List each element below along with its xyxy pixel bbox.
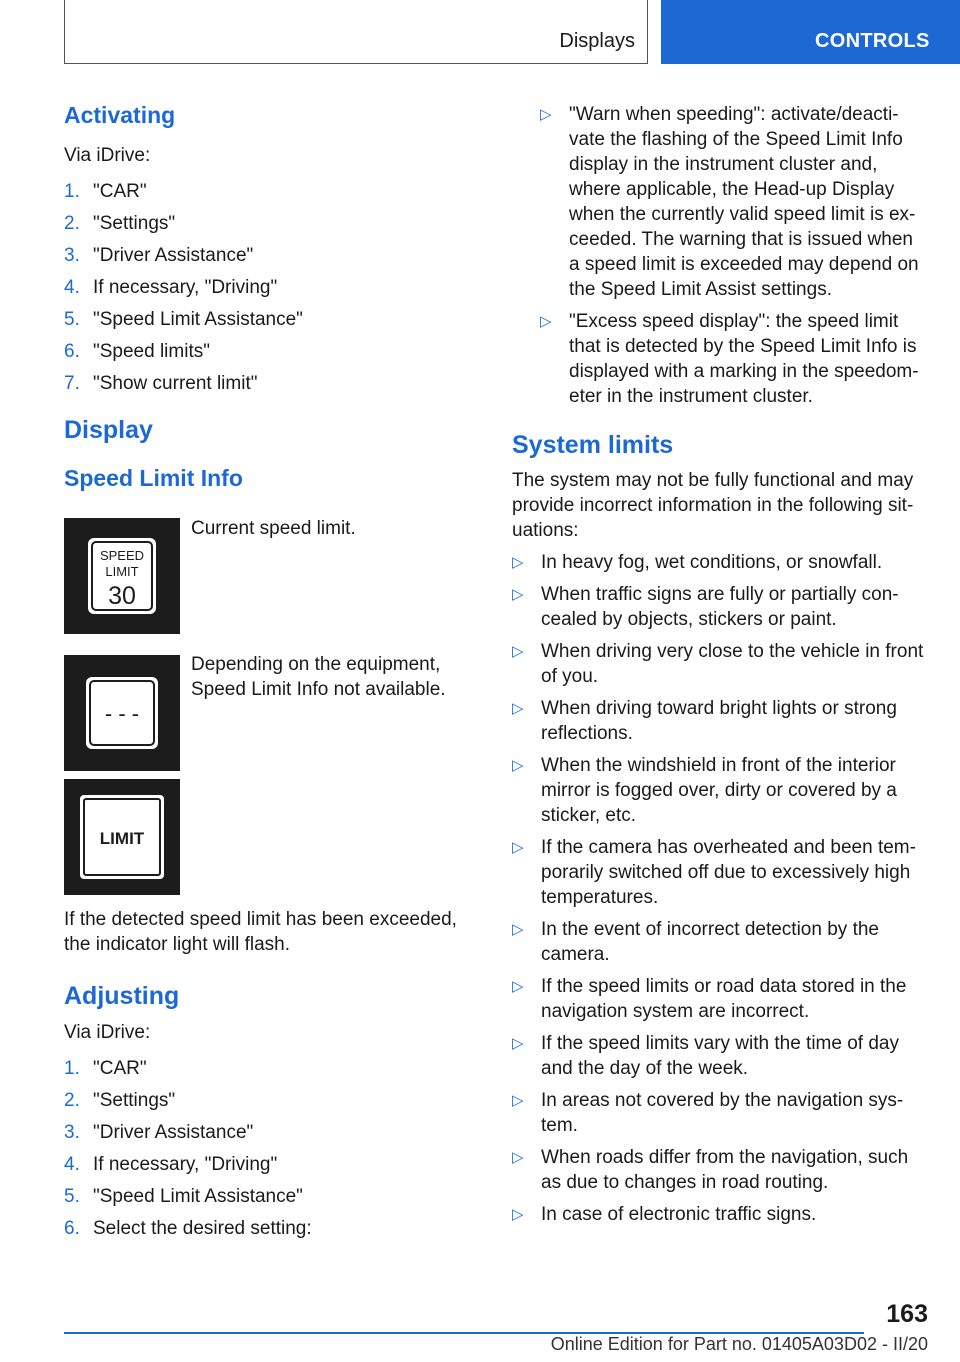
list-item: ▷ If the speed limits or road data stored in the navigation system are incorrect. [512,976,907,1022]
icon2-caption: Depending on the equipment, Speed Limit Info not available. [191,654,446,700]
adjusting-section [64,982,464,1248]
list-item: 4. If necessary, "Driving" [64,277,278,298]
svg-text:30: 30 [108,582,136,610]
list-item: 7. "Show current limit" [64,373,258,394]
list-item: 3. "Driver Assistance" [64,1122,254,1143]
triangle-bullet-icon: ▷ [512,1092,524,1109]
triangle-bullet-icon: ▷ [512,1035,524,1052]
header-frame [64,0,648,64]
list-item: ▷ When roads differ from the navigation, such as due to changes in road routing. [512,1147,909,1193]
activating-intro: Via iDrive: [64,145,151,166]
list-item: 1. "CAR" [64,181,147,202]
triangle-bullet-icon: ▷ [512,1149,524,1166]
list-item: ▷ When driving very close to the vehicle in front of you. [512,641,924,687]
list-item: 3. "Driver Assistance" [64,245,254,266]
svg-text:SPEED: SPEED [99,548,145,563]
list-item: 5. "Speed Limit Assistance" [64,1186,303,1207]
section-title: Displays [559,30,635,52]
list-item: ▷ In case of electronic traffic signs. [512,1204,817,1225]
speed-limit-info-heading: Speed Limit Info [64,465,243,491]
chapter-tab-label: CONTROLS [815,30,930,52]
system-limits-intro: The system may not be fully functional and may provide incorrect information in the following sit- uations: [512,470,914,541]
speed-limit-sign-icon [64,518,180,634]
speed-limit-unavailable-icon [64,655,180,771]
adjusting-heading: Adjusting [64,982,180,1010]
list-item: ▷ If the camera has overheated and been tem- porarily switched off due to excessively high temperatures. [512,837,916,908]
triangle-bullet-icon: ▷ [512,1206,524,1223]
list-item: 5. "Speed Limit Assistance" [64,309,303,330]
list-item: ▷ When the windshield in front of the interior mirror is fogged over, dirty or covered by a sticker, etc. [512,755,897,826]
list-item: ▷ "Excess speed display": the speed limit that is detected by the Speed Limit Info is displayed with a marking in the speedom- eter in the instrument cluster. [540,311,919,407]
right-column [512,102,928,1234]
triangle-bullet-icon: ▷ [540,313,552,330]
left-column [64,102,464,492]
triangle-bullet-icon: ▷ [512,978,524,995]
display-heading: Display [64,416,153,444]
triangle-bullet-icon: ▷ [512,757,524,774]
list-item: ▷ "Warn when speeding": activate/deacti- vate the flashing of the Speed Limit Info display in the instrument cluster and, where applicable, the Head-up Display when the currently valid speed limit is ex- ceeded. The warning that is issued when a speed limit is exceeded may depend on the Speed Limit Assist settings. [540,104,919,300]
adjusting-steps [64,1056,464,1248]
triangle-bullet-icon: ▷ [512,586,524,603]
list-item: ▷ If the speed limits vary with the time of day and the day of the week. [512,1033,899,1079]
chapter-tab [661,0,960,64]
page-number: 163 [886,1300,928,1328]
edition-text: Online Edition for Part no. 01405A03D02 - II/20 [550,1334,928,1354]
list-item: 4. If necessary, "Driving" [64,1154,278,1175]
list-item: 1. "CAR" [64,1058,147,1079]
list-item: 6. "Speed limits" [64,341,210,362]
adjusting-intro: Via iDrive: [64,1022,151,1043]
svg-text:LIMIT: LIMIT [99,829,145,848]
triangle-bullet-icon: ▷ [512,700,524,717]
icon1-caption: Current speed limit. [191,518,356,539]
list-item: ▷ When traffic signs are fully or partially con- cealed by objects, stickers or paint. [512,584,899,630]
speed-limit-indicator-icon [64,779,180,895]
triangle-bullet-icon: ▷ [512,839,524,856]
svg-text:- - -: - - - [104,701,140,726]
system-limits-heading: System limits [512,431,674,459]
activating-heading: Activating [64,102,176,128]
triangle-bullet-icon: ▷ [512,554,524,571]
adjusting-options [540,102,928,409]
list-item: 6. Select the desired setting: [64,1218,312,1239]
svg-text:LIMIT: LIMIT [105,564,139,579]
list-item: ▷ In the event of incorrect detection by the camera. [512,919,879,965]
triangle-bullet-icon: ▷ [512,643,524,660]
triangle-bullet-icon: ▷ [540,106,552,123]
list-item: 2. "Settings" [64,213,176,234]
flash-note: If the detected speed limit has been exceeded, the indicator light will flash. [64,909,457,955]
triangle-bullet-icon: ▷ [512,921,524,938]
list-item: 2. "Settings" [64,1090,176,1111]
list-item: ▷ In heavy fog, wet conditions, or snowfall. [512,552,883,573]
system-limits-list [512,550,928,1227]
list-item: ▷ In areas not covered by the navigation sys- tem. [512,1090,904,1136]
list-item: ▷ When driving toward bright lights or strong reflections. [512,698,897,744]
activating-steps [64,179,464,403]
